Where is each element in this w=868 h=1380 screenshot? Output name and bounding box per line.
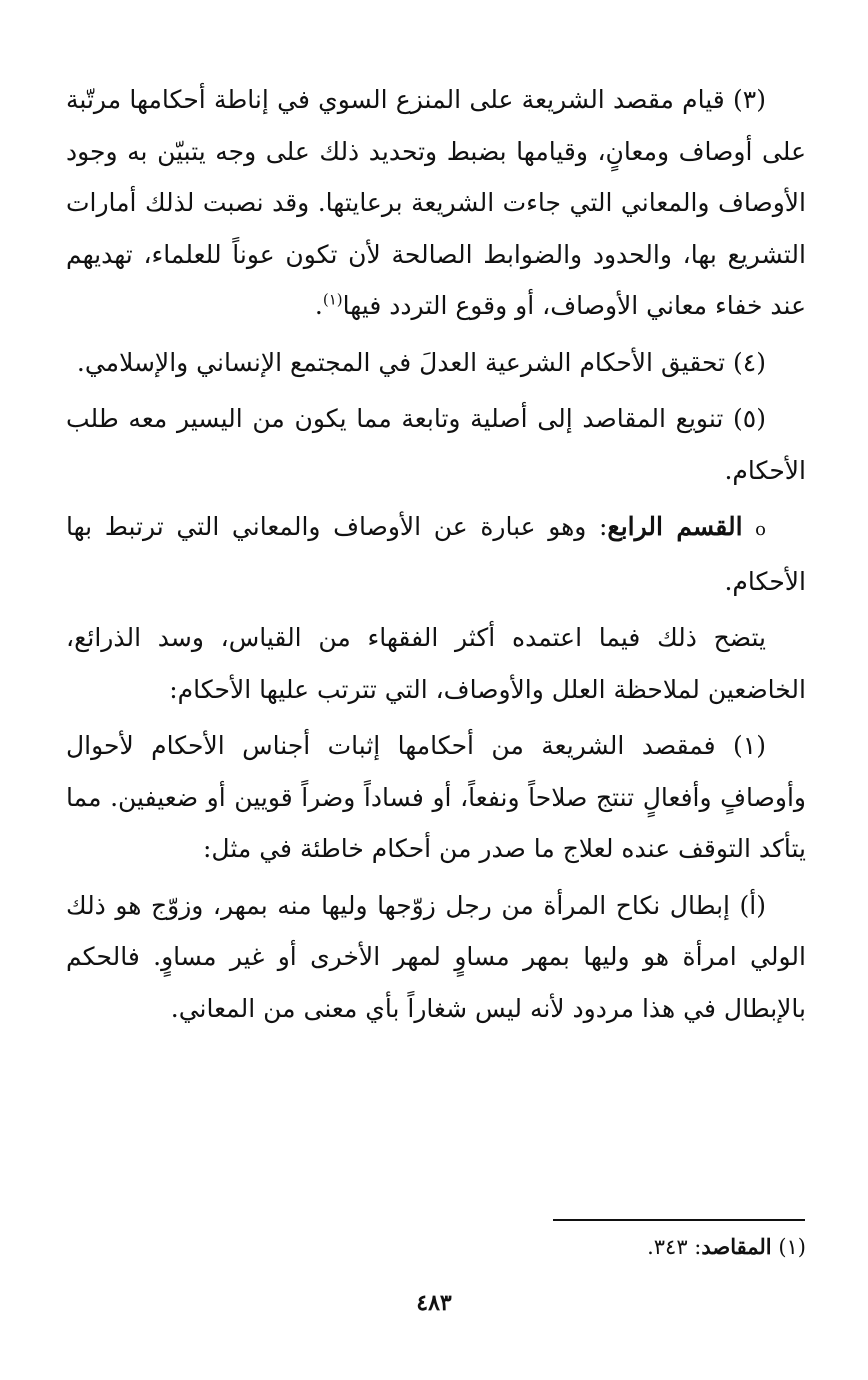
footnote-number: (١) (778, 1235, 806, 1259)
paragraph-a: (أ) إبطال نكاح المرأة من رجل زوّجها وليها منه بمهر، وزوّج هو ذلك الولي امرأة هو وليها بمهر مساوٍ لمهر الأخرى أو غير مساوٍ. فالحكم بالإبطال في هذا مردود لأنه ليس شغاراً بأي معنى من المعاني. (66, 890, 806, 1023)
section-title: القسم الرابع (607, 512, 743, 541)
main-text (66, 74, 806, 1039)
page-number: ٤٨٣ (416, 1290, 452, 1316)
footnote-text: : ٣٤٣. (647, 1235, 702, 1259)
footnote-title: المقاصد (701, 1234, 772, 1259)
paragraph-end: . (314, 291, 323, 320)
paragraph-5: (٥) تنويع المقاصد إلى أصلية وتابعة مما يكون من اليسير معه طلب الأحكام. (66, 404, 806, 485)
intro-paragraph: يتضح ذلك فيما اعتمده أكثر الفقهاء من القياس، وسد الذرائع، الخاضعين لملاحظة العلل والأوصاف، التي تترتب عليها الأحكام: (66, 623, 806, 704)
footnote-divider (553, 1219, 805, 1221)
footnote-reference[interactable]: (١) (322, 290, 343, 309)
section-text: : وهو عبارة عن الأوصاف والمعاني التي ترتبط بها الأحكام. (66, 512, 806, 596)
paragraph-4: (٤) تحقيق الأحكام الشرعية العدلَ في المجتمع الإنساني والإسلامي. (76, 347, 766, 377)
bullet-icon: o (755, 519, 766, 540)
paragraph-1: (١) فمقصد الشريعة من أحكامها إثبات أجناس الأحكام لأحوال وأوصافٍ وأفعالٍ تنتج صلاحاً ونفعاً، أو فساداً وضراً قويين أو ضعيفين. مما يتأكد التوقف عنده لعلاج ما صدر من أحكام خاطئة في مثل: (66, 731, 806, 863)
item-number: (٣) (733, 85, 766, 114)
paragraph-text: قيام مقصد الشريعة على المنزع السوي في إناطة أحكامها مرتّبة على أوصاف ومعانٍ، وقيامها بضبط وتحديد ذلك على وجه يتبيّن به وجود الأوصاف والمعاني التي جاءت الشريعة برعايتها. وقد نصبت لذلك أمارات التشريع بها، والحدود والضوابط الصالحة لأن تكون عوناً للعلماء، تهديهم عند خفاء معاني الأوصاف، أو وقوع التردد فيها (66, 85, 806, 320)
section-heading-paragraph (66, 501, 806, 607)
paragraph-3 (66, 74, 806, 332)
footnote (406, 1232, 806, 1262)
